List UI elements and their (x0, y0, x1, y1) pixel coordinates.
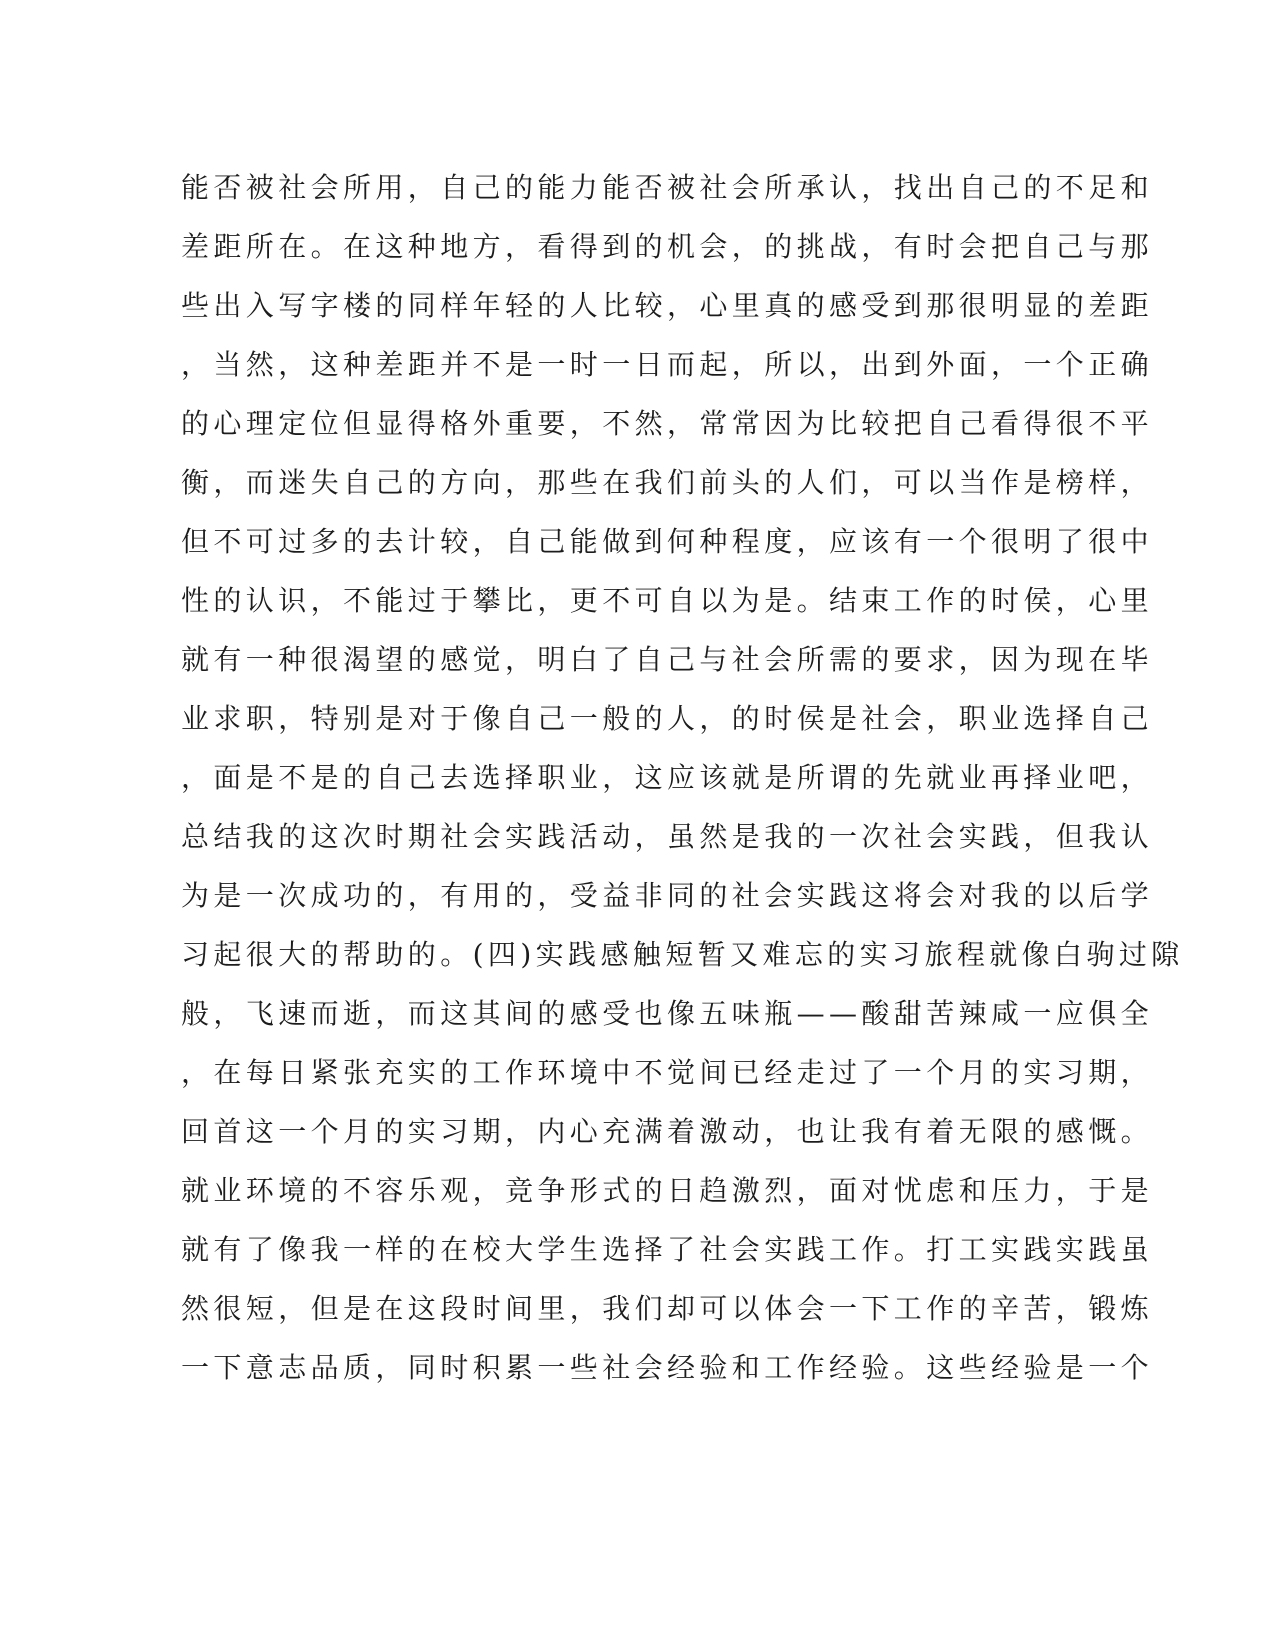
text-line-8: 性的认识，不能过于攀比，更不可自以为是。结束工作的时侯，心里 (181, 584, 1154, 617)
text-line-14: 习起很大的帮助的。(四)实践感触短暂又难忘的实习旅程就像白驹过隙 (181, 938, 1184, 971)
text-line-4: ，当然，这种差距并不是一时一日而起，所以，出到外面，一个正确 (181, 348, 1154, 381)
text-line-15: 般，飞速而逝，而这其间的感受也像五味瓶——酸甜苦辣咸一应俱全 (181, 997, 1154, 1030)
text-line-19: 就有了像我一样的在校大学生选择了社会实践工作。打工实践实践虽 (181, 1233, 1154, 1266)
text-line-1: 能否被社会所用，自己的能力能否被社会所承认，找出自己的不足和 (181, 171, 1154, 204)
text-line-2: 差距所在。在这种地方，看得到的机会，的挑战，有时会把自己与那 (181, 230, 1154, 263)
text-line-17: 回首这一个月的实习期，内心充满着激动，也让我有着无限的感慨。 (181, 1115, 1154, 1148)
text-line-16: ，在每日紧张充实的工作环境中不觉间已经走过了一个月的实习期， (181, 1056, 1154, 1089)
body-text (181, 158, 1184, 1397)
text-line-13: 为是一次成功的，有用的，受益非同的社会实践这将会对我的以后学 (181, 879, 1154, 912)
text-line-3: 些出入写字楼的同样年轻的人比较，心里真的感受到那很明显的差距 (181, 289, 1154, 322)
text-line-6: 衡，而迷失自己的方向，那些在我们前头的人们，可以当作是榜样， (181, 466, 1154, 499)
text-line-21: 一下意志品质，同时积累一些社会经验和工作经验。这些经验是一个 (181, 1351, 1154, 1384)
text-line-18: 就业环境的不容乐观，竞争形式的日趋激烈，面对忧虑和压力，于是 (181, 1174, 1154, 1207)
text-line-10: 业求职，特别是对于像自己一般的人，的时侯是社会，职业选择自己 (181, 702, 1154, 735)
text-line-5: 的心理定位但显得格外重要，不然，常常因为比较把自己看得很不平 (181, 407, 1154, 440)
text-line-7: 但不可过多的去计较，自己能做到何种程度，应该有一个很明了很中 (181, 525, 1154, 558)
text-line-20: 然很短，但是在这段时间里，我们却可以体会一下工作的辛苦，锻炼 (181, 1292, 1154, 1325)
text-line-9: 就有一种很渴望的感觉，明白了自己与社会所需的要求，因为现在毕 (181, 643, 1154, 676)
text-line-11: ，面是不是的自己去选择职业，这应该就是所谓的先就业再择业吧， (181, 761, 1154, 794)
text-line-12: 总结我的这次时期社会实践活动，虽然是我的一次社会实践，但我认 (181, 820, 1154, 853)
